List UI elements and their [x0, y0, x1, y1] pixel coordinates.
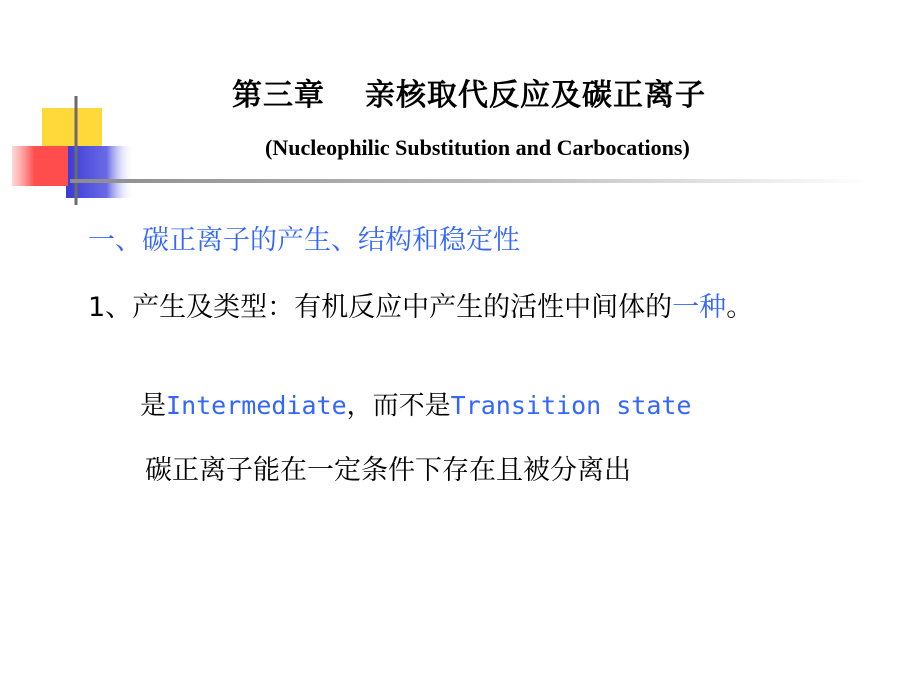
chapter-label: 第三章: [232, 78, 325, 113]
point-1: [88, 285, 753, 324]
point-1-end: 。: [726, 292, 754, 323]
point-1-text: 1、产生及类型：有机反应中产生的活性中间体的: [88, 292, 673, 323]
isolation-statement: 碳正离子能在一定条件下存在且被分离出: [145, 455, 631, 486]
point-1-highlight: 一种: [672, 292, 727, 323]
deco-red-block: [12, 146, 68, 186]
chapter-name: 亲核取代反应及碳正离子: [365, 78, 706, 113]
term-transition-state: Transition state: [450, 391, 692, 420]
intermediate-statement: [140, 385, 691, 422]
statement-not: ，而不是: [346, 391, 451, 421]
slide-subtitle: (Nucleophilic Substitution and Carbocations): [265, 135, 690, 160]
statement-is: 是: [140, 391, 167, 421]
term-intermediate: Intermediate: [166, 391, 347, 420]
slide-title: [232, 70, 706, 114]
section-heading: 一、碳正离子的产生、结构和稳定性: [88, 225, 520, 256]
title-rule: [70, 179, 870, 183]
